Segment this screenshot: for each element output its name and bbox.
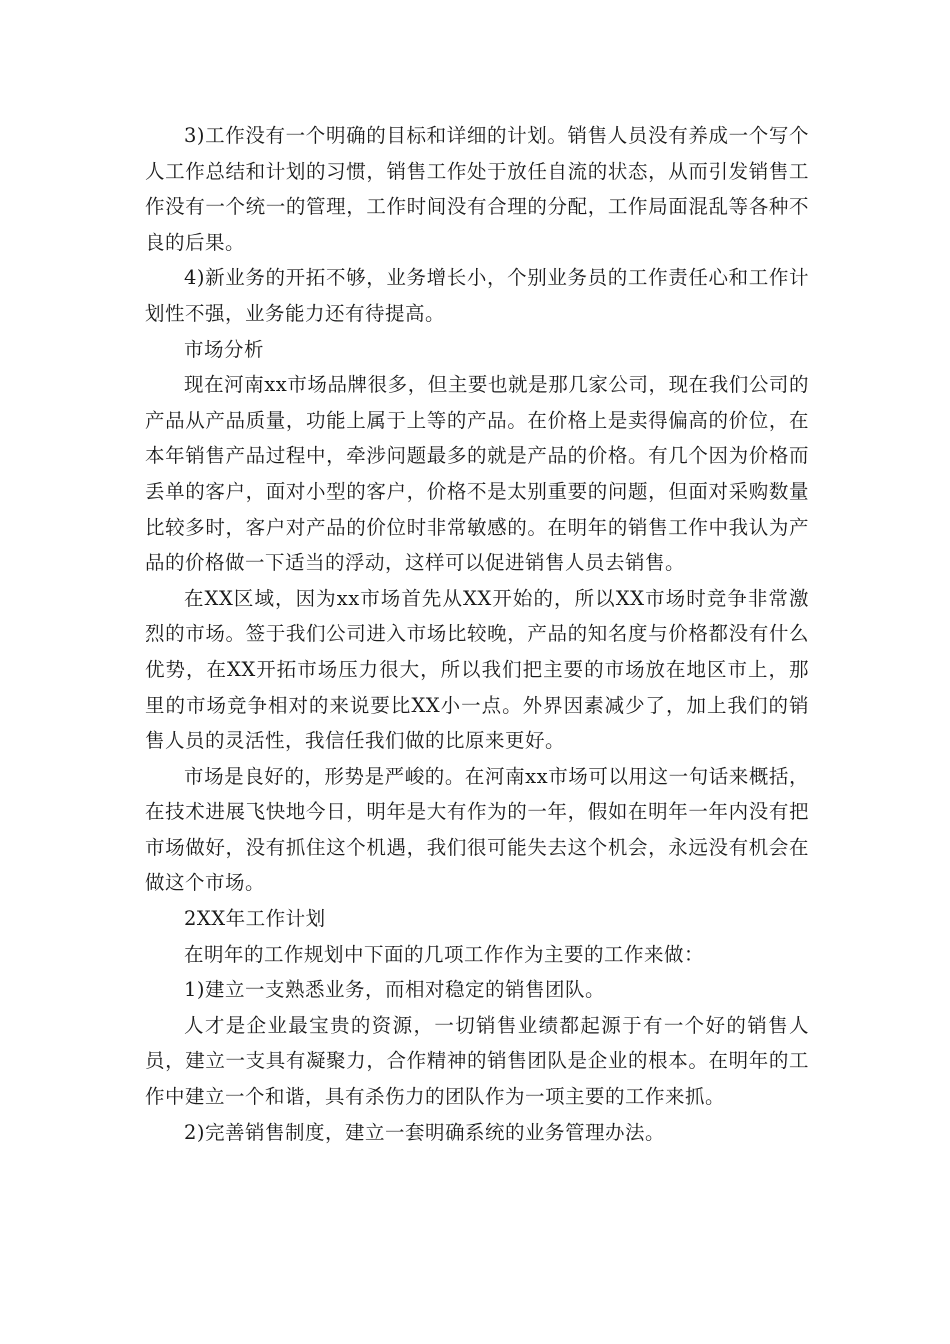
paragraph-market-henan: 现在河南xx市场品牌很多，但主要也就是那几家公司，现在我们公司的产品从产品质量，功能上属于上等的产品。在价格上是卖得偏高的价位，在本年销售产品过程中，牵涉问题最多的就是产品的价格。有几个因为价格而丢单的客户，面对小型的客户，价格不是太别重要的问题，但面对采购数量比较多时，客户对产品的价位时非常敏感的。在明年的销售工作中我认为产品的价格做一下适当的浮动，这样可以促进销售人员去销售。 <box>145 373 809 575</box>
paragraph-market-outlook: 市场是良好的，形势是严峻的。在河南xx市场可以用这一句话来概括，在技术进展飞快地今日，明年是大有作为的一年，假如在明年一年内没有把市场做好，没有抓住这个机遇，我们很可能失去这个机会，永远没有机会在做这个市场。 <box>145 764 809 895</box>
document-body <box>145 118 809 1150</box>
section-heading-work-plan: 2XX年工作计划 <box>184 907 326 931</box>
paragraph-plan-item-1: 1)建立一支熟悉业务，而相对稳定的销售团队。 <box>184 978 606 1002</box>
paragraph-plan-item-2: 2)完善销售制度，建立一套明确系统的业务管理办法。 <box>184 1120 666 1144</box>
paragraph-issue-3: 3)工作没有一个明确的目标和详细的计划。销售人员没有养成一个写个人工作总结和计划的习惯，销售工作处于放任自流的状态，从而引发销售工作没有一个统一的管理，工作时间没有合理的分配，工作局面混乱等各种不良的后果。 <box>145 124 809 254</box>
paragraph-market-region: 在XX区域，因为xx市场首先从XX开始的，所以XX市场时竞争非常激烈的市场。签于我们公司进入市场比较晚，产品的知名度与价格都没有什么优势，在XX开拓市场压力很大，所以我们把主要的市场放在地区市上，那里的市场竞争相对的来说要比XX小一点。外界因素减少了，加上我们的销售人员的灵活性，我信任我们做的比原来更好。 <box>145 586 809 753</box>
paragraph-plan-intro: 在明年的工作规划中下面的几项工作作为主要的工作来做： <box>184 942 705 966</box>
section-heading-market-analysis: 市场分析 <box>184 337 265 361</box>
paragraph-issue-4: 4)新业务的开拓不够，业务增长小，个别业务员的工作责任心和工作计划性不强，业务能力还有待提高。 <box>145 266 809 325</box>
paragraph-plan-team: 人才是企业最宝贵的资源，一切销售业绩都起源于有一个好的销售人员，建立一支具有凝聚力，合作精神的销售团队是企业的根本。在明年的工作中建立一个和谐，具有杀伤力的团队作为一项主要的工作来抓。 <box>145 1013 809 1109</box>
